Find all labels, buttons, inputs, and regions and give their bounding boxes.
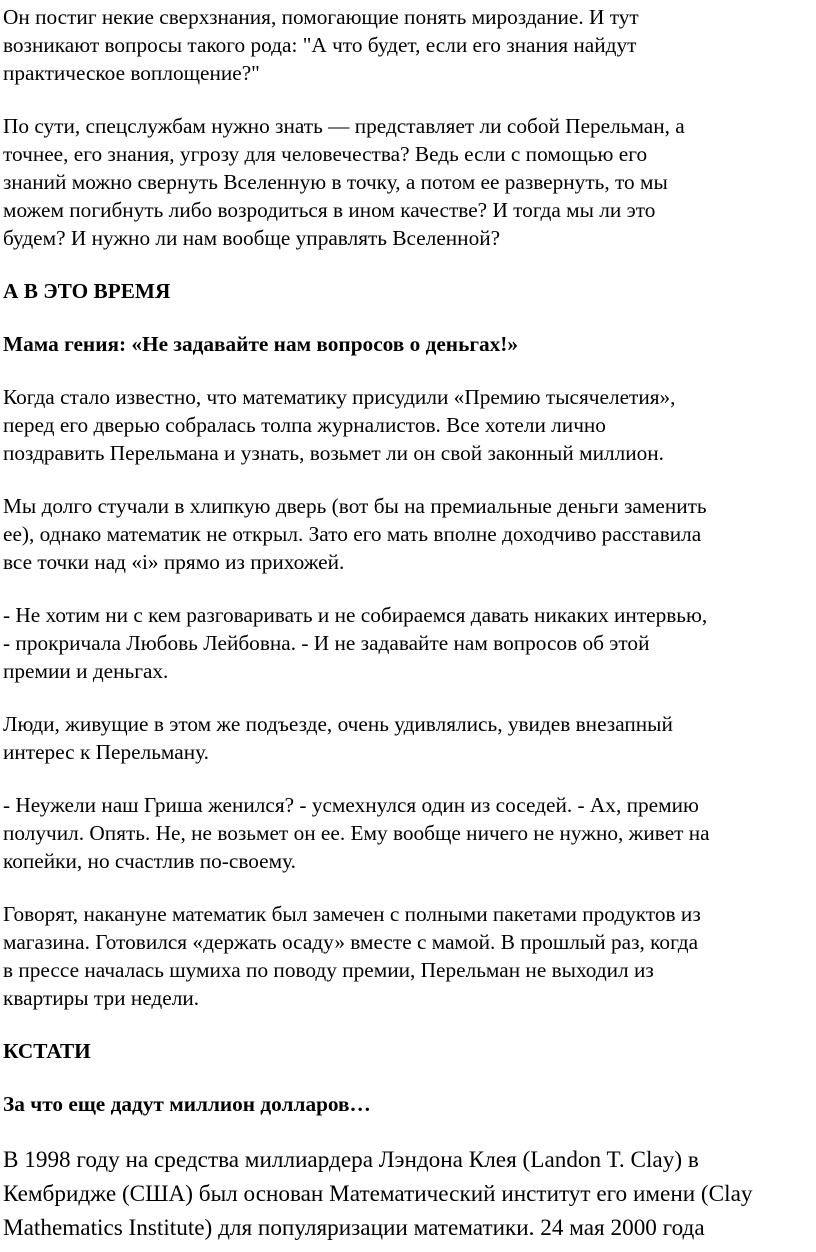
text-line: Mathematics Institute) для популяризации математики. 24 мая 2000 года [3, 1215, 705, 1241]
text-line: Когда стало известно, что математику присудили «Премию тысячелетия», [3, 385, 676, 409]
paragraph-superknowledge [3, 3, 816, 87]
text-line: Кембридже (США) был основан Математический институт его имени (Clay [3, 1181, 753, 1207]
paragraph-groceries [3, 900, 816, 1012]
paragraph-door [3, 492, 816, 576]
text-line: ее), однако математик не открыл. Зато его мать вполне доходчиво расставила [3, 522, 702, 546]
text-line: перед его дверью собралась толпа журналистов. Все хотели лично [3, 413, 606, 437]
paragraph-clay-institute [3, 1143, 816, 1245]
text-line: По сути, спецслужбам нужно знать — представляет ли собой Перельман, а [3, 114, 685, 138]
text-line: будем? И нужно ли нам вообще управлять Вселенной? [3, 226, 501, 250]
text-line: копейки, но счастлив по-своему. [3, 849, 296, 873]
text-line: - Не хотим ни с кем разговаривать и не собираемся давать никаких интервью, [3, 603, 708, 627]
text-line: магазина. Готовился «держать осаду» вместе с мамой. В прошлый раз, когда [3, 930, 699, 954]
text-line: знаний можно свернуть Вселенную в точку, а потом ее развернуть, то мы [3, 170, 668, 194]
text-line: Мы долго стучали в хлипкую дверь (вот бы на премиальные деньги заменить [3, 494, 707, 518]
subheading-million-dollars: За что еще дадут миллион долларов… [3, 1092, 371, 1116]
subheading-genius-mother: Мама гения: «Не задавайте нам вопросов о деньгах!» [3, 332, 519, 356]
text-line: квартиры три недели. [3, 986, 200, 1010]
text-line: возникают вопросы такого рода: "А что будет, если его знания найдут [3, 33, 637, 57]
paragraph-journalists [3, 383, 816, 467]
text-line: в прессе началась шумиха по поводу премии, Перельман не выходил из [3, 958, 654, 982]
text-line: можем погибнуть либо возродиться в ином качестве? И тогда мы ли это [3, 198, 656, 222]
text-line: премии и деньгах. [3, 659, 169, 683]
text-line: интерес к Перельману. [3, 740, 209, 764]
paragraph-mother-quote [3, 601, 816, 685]
text-line: получил. Опять. Не, не возьмет он ее. Ему вообще ничего не нужно, живет на [3, 821, 710, 845]
text-line: точнее, его знания, угрозу для человечества? Ведь если с помощью его [3, 142, 648, 166]
text-line: Люди, живущие в этом же подъезде, очень удивлялись, увидев внезапный [3, 712, 673, 736]
text-line: все точки над «i» прямо из прихожей. [3, 550, 345, 574]
text-line: Говорят, накануне математик был замечен с полными пакетами продуктов из [3, 902, 701, 926]
text-line: - Неужели наш Гриша женился? - усмехнулся один из соседей. - Ах, премию [3, 793, 699, 817]
text-line: В 1998 году на средства миллиардера Лэндона Клея (Landon T. Clay) в [3, 1147, 699, 1173]
paragraph-neighbor-quote [3, 791, 816, 875]
text-line: поздравить Перельмана и узнать, возьмет ли он свой законный миллион. [3, 441, 664, 465]
text-line: Он постиг некие сверхзнания, помогающие понять мироздание. И тут [3, 5, 639, 29]
paragraph-neighbors [3, 710, 816, 766]
text-line: - прокричала Любовь Лейбовна. - И не задавайте нам вопросов об этой [3, 631, 650, 655]
section-heading-by-the-way: КСТАТИ [3, 1039, 91, 1063]
section-heading-meanwhile: А В ЭТО ВРЕМЯ [3, 279, 171, 303]
text-line: практическое воплощение?" [3, 61, 260, 85]
paragraph-special-services [3, 112, 816, 252]
